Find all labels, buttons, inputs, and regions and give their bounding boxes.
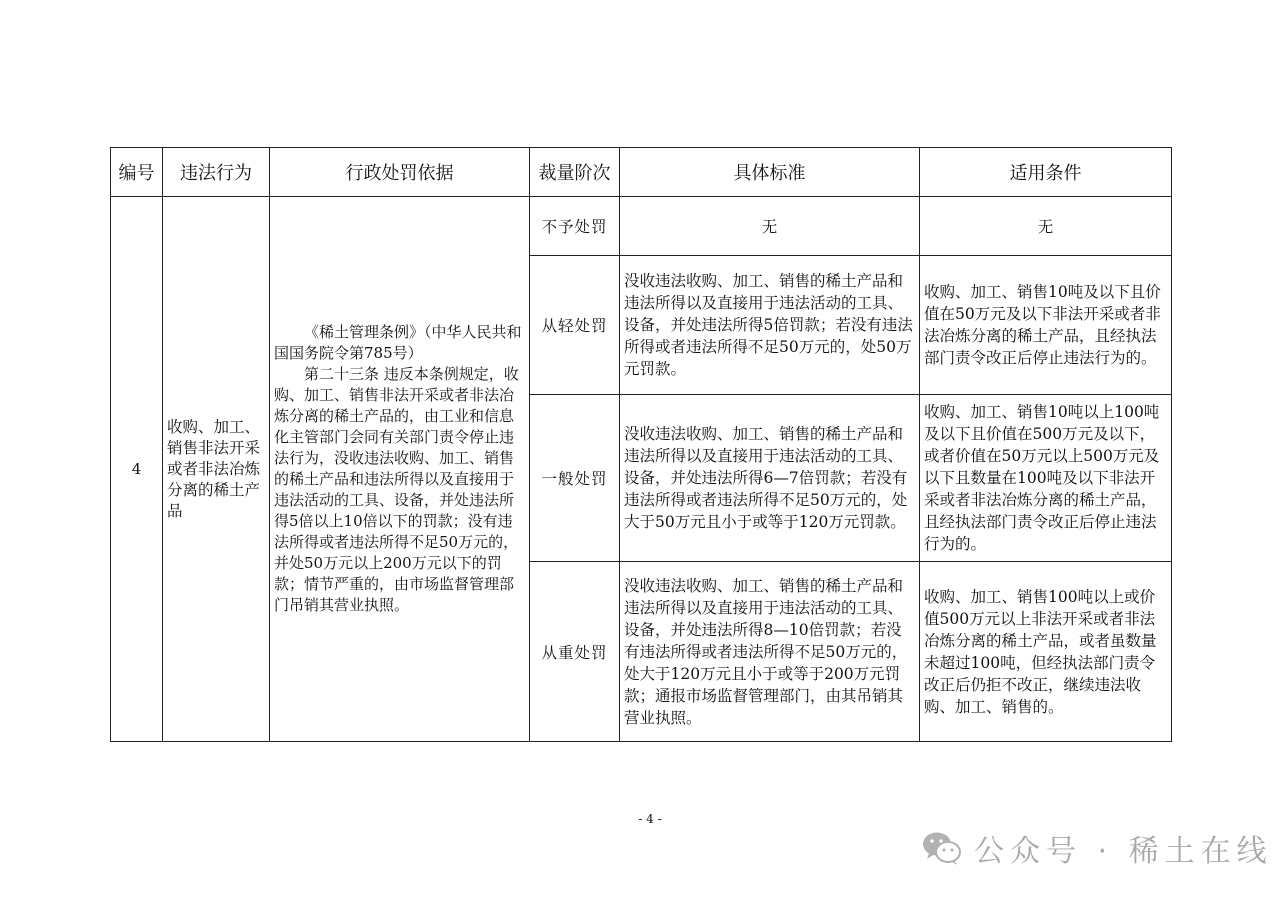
standard-text: 没收违法收购、加工、销售的稀土产品和违法所得以及直接用于违法活动的工具、设备，并处违法所得6—7倍罚款；若没有违法所得或者违法所得不足50万元的，处大于50万元且小于或等于120万元罚款。 xyxy=(620,395,920,562)
condition-text: 收购、加工、销售100吨以上或价值500万元以上非法开采或者非法冶炼分离的稀土产品，或者虽数量未超过100吨，但经执法部门责令改正后仍拒不改正，继续违法收购、加工、销售的。 xyxy=(920,562,1172,742)
header-standard: 具体标准 xyxy=(620,148,920,197)
watermark-text: 公众号 · 稀土在线 xyxy=(974,834,1273,869)
header-level: 裁量阶次 xyxy=(530,148,620,197)
basis-title: 《稀土管理条例》（中华人民共和国国务院令第785号） xyxy=(274,323,522,362)
header-number: 编号 xyxy=(111,148,163,197)
entry-legal-basis xyxy=(270,197,530,742)
page-number: - 4 - xyxy=(638,812,662,826)
level-label: 不予处罚 xyxy=(530,197,620,256)
level-label: 从轻处罚 xyxy=(530,256,620,395)
penalty-standard-table xyxy=(110,147,1172,742)
standard-text: 没收违法收购、加工、销售的稀土产品和违法所得以及直接用于违法活动的工具、设备，并处违法所得8—10倍罚款；若没有违法所得或者违法所得不足50万元的，处大于120万元且小于或等于200万元罚款；通报市场监督管理部门，由其吊销其营业执照。 xyxy=(620,562,920,742)
header-violation: 违法行为 xyxy=(163,148,270,197)
condition-text: 收购、加工、销售10吨以上100吨及以下且价值在500万元及以下，或者价值在50万元以上500万元及以下且数量在100吨及以下非法开采或者非法冶炼分离的稀土产品，且经执法部门责令改正后停止违法行为的。 xyxy=(920,395,1172,562)
entry-number: 4 xyxy=(111,197,163,742)
header-condition: 适用条件 xyxy=(920,148,1172,197)
basis-article: 第二十三条 违反本条例规定，收购、加工、销售非法开采或者非法冶炼分离的稀土产品的，由工业和信息化主管部门会同有关部门责令停止违法行为，没收违法收购、加工、销售的稀土产品和违法所得以及直接用于违法活动的工具、设备，并处违法所得5倍以上10倍以下的罚款；没有违法所得或者违法所得不足50万元的，并处50万元以上200万元以下的罚款；情节严重的，由市场监督管理部门吊销其营业执照。 xyxy=(274,365,519,614)
standard-text: 无 xyxy=(620,197,920,256)
condition-text: 收购、加工、销售10吨及以下且价值在50万元及以下非法开采或者非法冶炼分离的稀土产品，且经执法部门责令改正后停止违法行为的。 xyxy=(920,256,1172,395)
level-label: 从重处罚 xyxy=(530,562,620,742)
table-header-row xyxy=(111,148,1172,197)
standard-text: 没收违法收购、加工、销售的稀土产品和违法所得以及直接用于违法活动的工具、设备，并处违法所得5倍罚款；若没有违法所得或者违法所得不足50万元的，处50万元罚款。 xyxy=(620,256,920,395)
table-row xyxy=(111,197,1172,256)
entry-violation: 收购、加工、销售非法开采或者非法冶炼分离的稀土产品 xyxy=(163,197,270,742)
condition-text: 无 xyxy=(920,197,1172,256)
watermark xyxy=(920,826,1273,870)
level-label: 一般处罚 xyxy=(530,395,620,562)
header-basis: 行政处罚依据 xyxy=(270,148,530,197)
wechat-icon xyxy=(920,826,964,870)
